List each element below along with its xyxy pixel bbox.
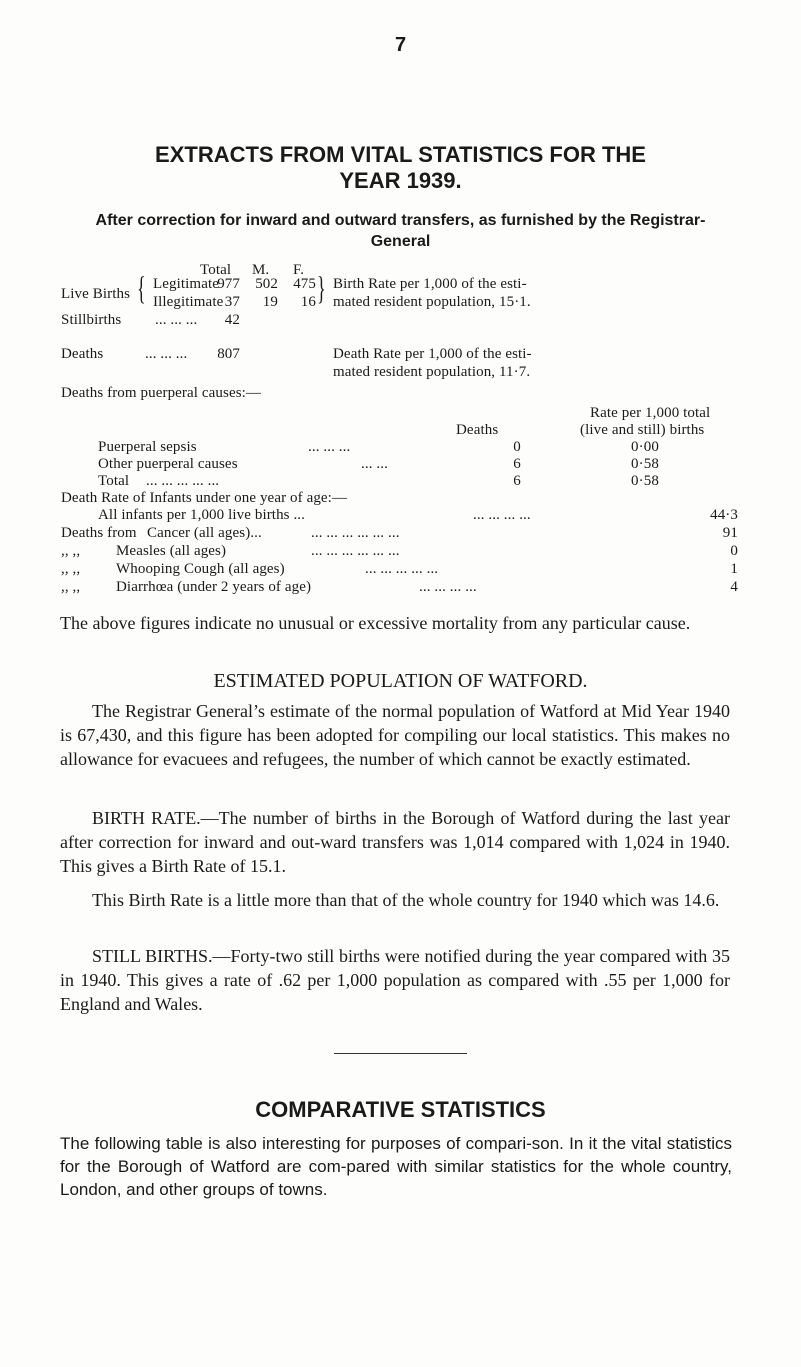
live-births-label: Live Births (61, 286, 131, 302)
deaths-label: Deaths (61, 346, 104, 362)
death-rate-line-1: Death Rate per 1,000 of the esti- (333, 346, 532, 362)
subtitle-line-2: General (370, 233, 431, 250)
section-divider (334, 1053, 467, 1054)
stillbirths-value: 42 (224, 312, 240, 328)
stillbirths-label: Stillbirths (61, 312, 122, 328)
row-label: Other puerperal causes (98, 456, 238, 472)
col-f-header: F. (293, 262, 305, 278)
death-rate-line-2: mated resident population, 11·7. (333, 364, 531, 380)
row-prefix: ,, ,, (61, 561, 81, 577)
mortality-paragraph: The above figures indicate no unusual or excessive mortality from any particular cause. (60, 613, 691, 633)
row-label: Diarrhœa (under 2 years of age) (116, 579, 312, 595)
row-rate: 0·58 (631, 456, 659, 472)
row-label: Whooping Cough (all ages) (116, 561, 285, 577)
row-label: Measles (all ages) (116, 543, 227, 559)
col-m-header: M. (252, 262, 270, 278)
birth-rate-paragraph: BIRTH RATE.—The number of births in the Borough of Watford during the last year after correction for inward and out-ward transfers was 1,014 compared with 1,024 in 1940. This gives a Birth Rate of 15.1. (60, 808, 730, 876)
legitimate-f: 475 (293, 276, 316, 292)
row-value: 0 (730, 543, 738, 559)
subtitle-line-1: After correction for inward and outward transfers, as furnished by the Registrar- (95, 212, 706, 229)
deaths-value: 807 (217, 346, 240, 362)
row-dots: ... ... ... ... (419, 579, 477, 595)
row-value: 1 (730, 561, 738, 577)
stillbirths-dots: ... ... ... (155, 312, 198, 328)
row-label: Puerperal sepsis (98, 439, 197, 455)
legitimate-m: 502 (255, 276, 278, 292)
birth-rate-line-2: mated resident population, 15·1. (333, 294, 531, 310)
title-line-1: EXTRACTS FROM VITAL STATISTICS FOR THE (155, 142, 646, 167)
page-number: 7 (394, 34, 407, 56)
row-value: 91 (722, 525, 738, 541)
birth-rate-line-1: Birth Rate per 1,000 of the esti- (333, 276, 527, 292)
illegitimate-label: Illegitimate (153, 294, 224, 310)
row-dots: ... ... (361, 456, 388, 472)
rate-header-line-1: Rate per 1,000 total (590, 405, 711, 421)
comparative-paragraph: The following table is also interesting for purposes of compari-son. In it the vital statistics for the Borough of Watford are com-pared with similar statistics for the whole country, London, and other groups of towns. (60, 1134, 732, 1199)
still-births-paragraph: STILL BIRTHS.—Forty-two still births were notified during the year compared with 35 in 1940. This gives a rate of .62 per 1,000 population as compared with .55 per 1,000 for England and Wales. (60, 946, 730, 1014)
puerperal-heading: Deaths from puerperal causes:— (61, 385, 262, 401)
legitimate-label: Legitimate (153, 276, 219, 292)
population-paragraph: The Registrar General’s estimate of the normal population of Watford at Mid Year 1940 is 67,430, and this figure has been adopted for compiling our local statistics. This makes no allowance for evacuees and refugees, the number of which cannot be exactly estimated. (60, 701, 730, 769)
row-prefix: ,, ,, (61, 579, 81, 595)
illegitimate-m: 19 (262, 294, 278, 310)
deaths-column-header: Deaths (456, 422, 499, 438)
legitimate-total: 977 (217, 276, 240, 292)
row-prefix: ,, ,, (61, 543, 81, 559)
row-prefix: Deaths from (61, 525, 137, 541)
left-brace-icon: { (137, 271, 146, 307)
row-dots: ... ... ... ... ... ... (311, 525, 400, 541)
deaths-dots: ... ... ... (145, 346, 188, 362)
row-label: All infants per 1,000 live births ... (98, 507, 306, 523)
row-deaths: 6 (513, 456, 521, 472)
row-dots: ... ... ... ... ... (365, 561, 439, 577)
comparative-title: COMPARATIVE STATISTICS (255, 1097, 546, 1122)
row-dots: ... ... ... ... ... ... (311, 543, 400, 559)
row-label: Total (98, 473, 130, 489)
infant-heading: Death Rate of Infants under one year of age:— (61, 490, 348, 506)
illegitimate-total: 37 (224, 294, 240, 310)
row-label: Cancer (all ages)... (147, 525, 262, 541)
row-dots: ... ... ... ... ... (146, 473, 220, 489)
row-value: 44·3 (710, 507, 738, 523)
col-total-header: Total (200, 262, 232, 278)
right-brace-icon: } (317, 271, 326, 307)
row-deaths: 0 (513, 439, 521, 455)
title-line-2: YEAR 1939. (339, 168, 462, 193)
row-rate: 0·00 (631, 439, 659, 455)
illegitimate-f: 16 (300, 294, 316, 310)
population-heading: ESTIMATED POPULATION OF WATFORD. (213, 670, 588, 692)
row-rate: 0·58 (631, 473, 659, 489)
rate-header-line-2: (live and still) births (580, 422, 705, 438)
row-value: 4 (730, 579, 738, 595)
row-deaths: 6 (513, 473, 521, 489)
row-dots: ... ... ... ... (473, 507, 531, 523)
row-dots: ... ... ... (308, 439, 351, 455)
country-birth-rate-paragraph: This Birth Rate is a little more than that of the whole country for 1940 which was 14.6. (92, 890, 720, 910)
